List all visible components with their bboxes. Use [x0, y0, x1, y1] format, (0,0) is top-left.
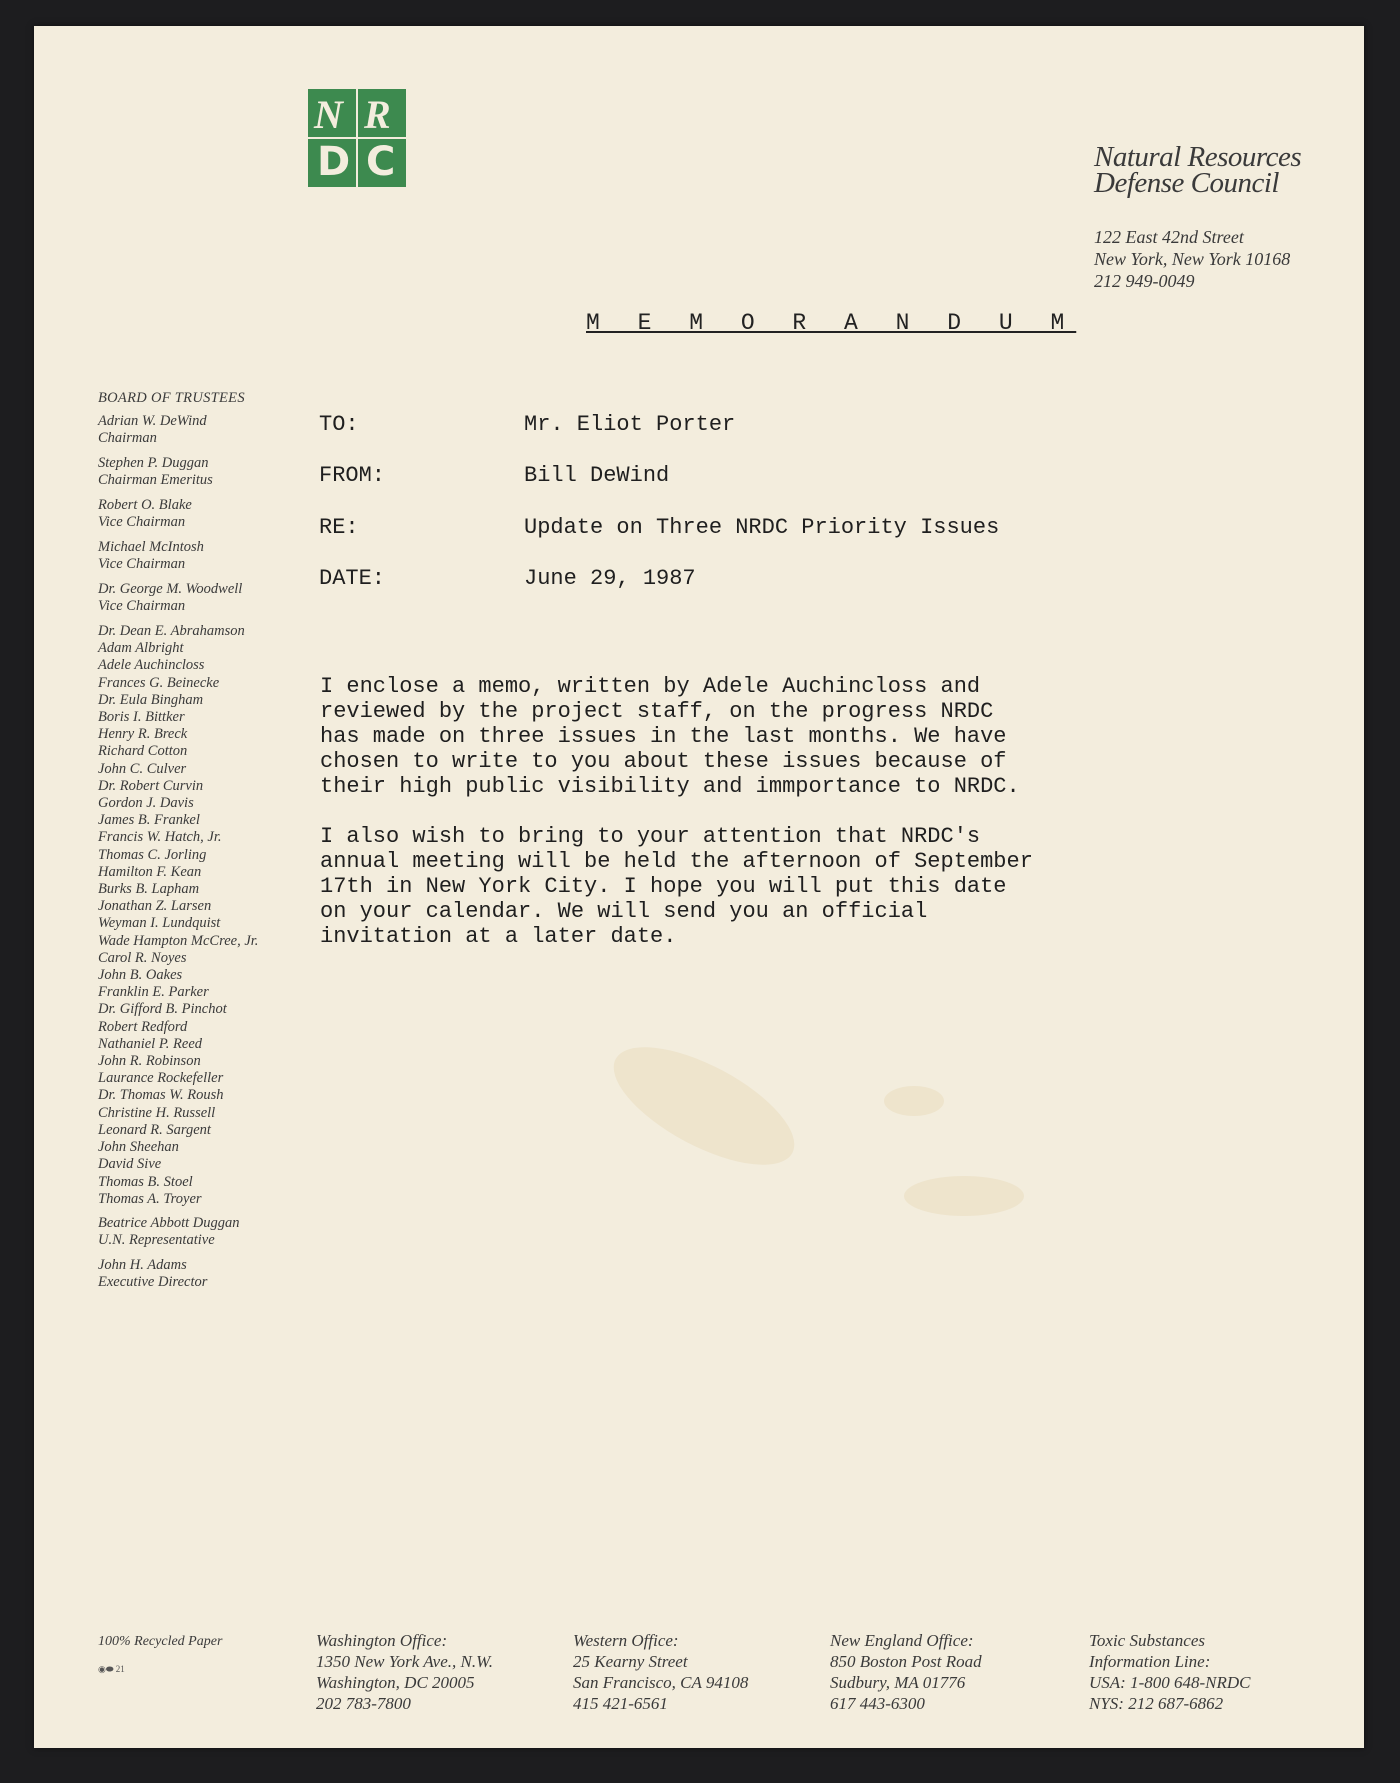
trustee-entry — [98, 1257, 298, 1291]
trustee-name: John C. Culver — [98, 760, 187, 777]
trustee-entry — [98, 455, 298, 489]
trustee-name: Frances G. Beinecke — [98, 674, 220, 691]
trustee-entry — [98, 497, 298, 531]
office-line: Western Office: — [573, 1631, 679, 1650]
trustee-name: Dr. Robert Curvin — [98, 777, 204, 794]
trustee-name: John B. Oakes — [98, 967, 183, 984]
stain — [904, 1176, 1024, 1216]
union-bug — [98, 1664, 125, 1675]
trustee-role: U.N. Representative — [98, 1231, 215, 1248]
office-western — [573, 1630, 748, 1714]
office-line: Sudbury, MA 01776 — [830, 1673, 966, 1692]
office-line: 850 Boston Post Road — [830, 1652, 982, 1671]
org-name — [1094, 141, 1302, 199]
trustee-role: Chairman — [98, 430, 157, 446]
body-paragraph-2: I also wish to bring to your attention that NRDC's annual meeting will be held the afternoon of September 17th in New York City. I hope you will put this date on your calendar. We will send you an official invitation at a later date. — [320, 824, 1033, 949]
office-line: San Francisco, CA 94108 — [573, 1673, 749, 1692]
trustee-name: Thomas B. Stoel — [98, 1173, 193, 1190]
office-line: New England Office: — [830, 1631, 974, 1650]
trustee-name: Carol R. Noyes — [98, 949, 187, 966]
date-label: DATE: — [319, 566, 386, 591]
recycled-paper-note: 100% Recycled Paper — [98, 1634, 223, 1649]
to-value: Mr. Eliot Porter — [524, 412, 736, 437]
trustee-name: Hamilton F. Kean — [98, 863, 202, 880]
office-washington — [316, 1630, 493, 1714]
office-line: USA: 1-800 648-NRDC — [1089, 1673, 1251, 1692]
letterhead-page — [34, 26, 1364, 1748]
trustee-entry — [98, 413, 298, 447]
trustee-name: Dr. Gifford B. Pinchot — [98, 1001, 227, 1018]
office-line: Toxic Substances — [1089, 1631, 1206, 1650]
trustee-name: Franklin E. Parker — [98, 984, 209, 1001]
trustee-name: David Sive — [98, 1156, 162, 1173]
trustee-name: Boris I. Bittker — [98, 709, 185, 726]
trustee-name: Francis W. Hatch, Jr. — [98, 829, 222, 846]
re-label: RE: — [319, 515, 359, 540]
office-new-england — [830, 1630, 982, 1714]
trustee-name: Adam Albright — [98, 640, 184, 657]
trustee-role: Vice Chairman — [98, 598, 186, 614]
trustee-name: Dr. Dean E. Abrahamson — [98, 623, 245, 639]
trustee-name: John H. Adams — [98, 1256, 187, 1273]
date-value: June 29, 1987 — [524, 566, 696, 591]
trustee-name: Wade Hampton McCree, Jr. — [98, 932, 259, 949]
office-line: 25 Kearny Street — [573, 1652, 688, 1671]
office-line: NYS: 212 687-6862 — [1089, 1694, 1224, 1713]
office-line: Information Line: — [1089, 1652, 1211, 1671]
trustee-name: Henry R. Breck — [98, 726, 188, 743]
trustee-name: Beatrice Abbott Duggan — [98, 1214, 240, 1231]
board-heading: BOARD OF TRUSTEES — [98, 390, 245, 406]
stain — [597, 1024, 811, 1189]
from-value: Bill DeWind — [524, 463, 670, 488]
stain — [884, 1086, 944, 1116]
trustee-name: Laurance Rockefeller — [98, 1070, 224, 1087]
trustee-entry — [98, 581, 298, 615]
trustee-name: Dr. Thomas W. Roush — [98, 1087, 224, 1104]
trustee-role: Executive Director — [98, 1273, 208, 1290]
address-street: 122 East 42nd Street — [1094, 227, 1244, 247]
trustee-name: Michael McIntosh — [98, 539, 204, 555]
trustee-name: Adele Auchincloss — [98, 657, 205, 674]
board-of-trustees — [98, 390, 298, 1299]
address-city: New York, New York 10168 — [1094, 249, 1291, 269]
trustee-role: Vice Chairman — [98, 556, 186, 572]
trustee-name: James B. Frankel — [98, 812, 200, 829]
office-line: Washington, DC 20005 — [316, 1673, 475, 1692]
trustee-name: Adrian W. DeWind — [98, 413, 207, 429]
union-emblem-icon: ◉⬬ — [98, 1664, 114, 1674]
office-line: 415 421-6561 — [573, 1694, 668, 1713]
memo-body — [320, 674, 1240, 974]
trustee-name: Jonathan Z. Larsen — [98, 898, 212, 915]
trustee-entry — [98, 1215, 298, 1249]
trustee-name: Leonard R. Sargent — [98, 1121, 211, 1138]
trustee-name: Dr. Eula Bingham — [98, 691, 204, 708]
board-member-list — [98, 623, 298, 1208]
toxic-substances-line — [1089, 1630, 1250, 1714]
trustee-name: Gordon J. Davis — [98, 795, 194, 812]
trustee-name: John R. Robinson — [98, 1053, 201, 1070]
trustee-name: Robert Redford — [98, 1018, 188, 1035]
trustee-name: Richard Cotton — [98, 743, 188, 760]
trustee-role: Chairman Emeritus — [98, 472, 213, 488]
trustee-name: Thomas C. Jorling — [98, 846, 207, 863]
office-line: 202 783-7800 — [316, 1694, 411, 1713]
memo-title: M E M O R A N D U M — [586, 310, 1077, 336]
trustee-name: Nathaniel P. Reed — [98, 1035, 203, 1052]
trustee-name: Stephen P. Duggan — [98, 455, 209, 471]
org-name-line1: Natural Resources — [1094, 141, 1302, 173]
trustee-name: Dr. George M. Woodwell — [98, 581, 243, 597]
nrdc-logo: N R D C — [308, 89, 406, 187]
body-paragraph-1: I enclose a memo, written by Adele Auchincloss and reviewed by the project staff, on the progress NRDC has made on three issues in the last months. We have chosen to write to you about these issues because of their high public visibility and immportance to NRDC. — [320, 674, 1020, 799]
re-value: Update on Three NRDC Priority Issues — [524, 515, 1000, 540]
office-line: Washington Office: — [316, 1631, 448, 1650]
address-phone: 212 949-0049 — [1094, 271, 1195, 291]
trustee-name: Burks B. Lapham — [98, 881, 200, 898]
org-address — [1094, 226, 1290, 292]
from-label: FROM: — [319, 463, 386, 488]
office-line: 1350 New York Ave., N.W. — [316, 1652, 493, 1671]
to-label: TO: — [319, 412, 359, 437]
trustee-name: Christine H. Russell — [98, 1104, 216, 1121]
trustee-name: John Sheehan — [98, 1139, 179, 1156]
office-line: 617 443-6300 — [830, 1694, 925, 1713]
trustee-entry — [98, 539, 298, 573]
org-name-line2: Defense Council — [1094, 167, 1279, 199]
union-number: 21 — [115, 1664, 125, 1674]
trustee-name: Thomas A. Troyer — [98, 1190, 202, 1207]
trustee-name: Weyman I. Lundquist — [98, 915, 221, 932]
trustee-role: Vice Chairman — [98, 514, 186, 530]
trustee-name: Robert O. Blake — [98, 497, 192, 513]
